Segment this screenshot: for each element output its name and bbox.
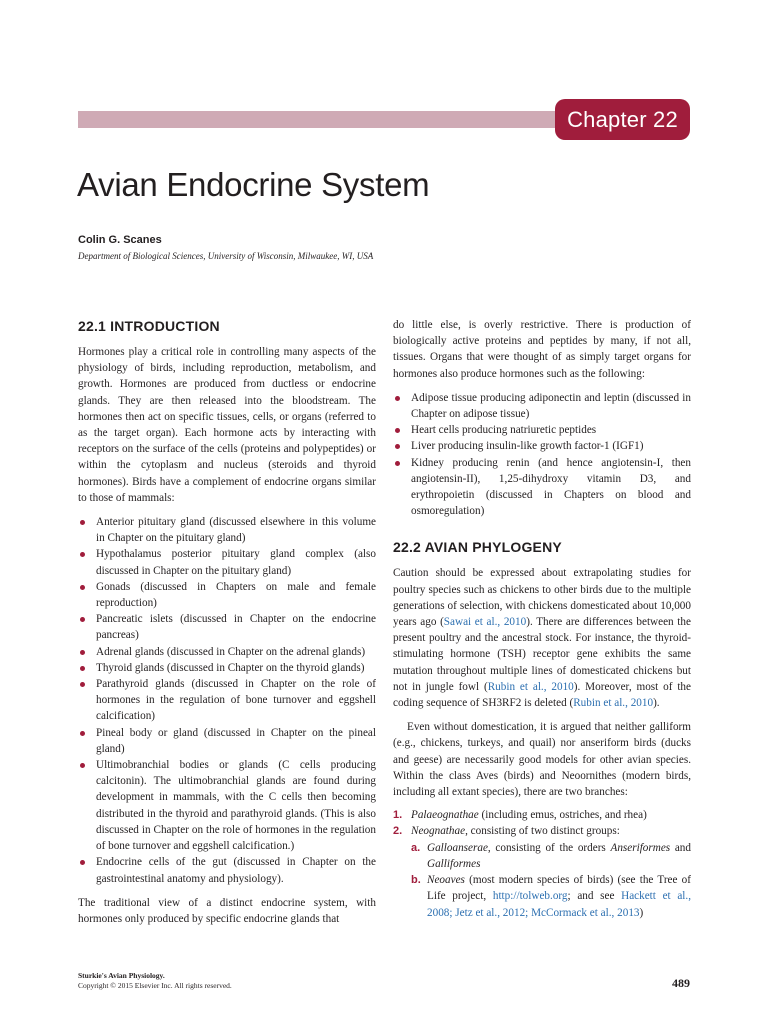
author-name: Colin G. Scanes [78, 234, 162, 246]
text-run: (most modern species of birds) (see the Tree of Life project, [427, 874, 691, 903]
citation-link[interactable]: Sawai et al., 2010 [443, 616, 527, 629]
page-number: 489 [672, 976, 690, 990]
intro-paragraph: Hormones play a critical role in controlling many aspects of the physiology of birds, including reproduction, metabolism, and growth. Hormones are produced from ductless or endocrine glands. They are then released into the bloodstream. The hormones then act on specific tissues, cells, or organs (referred to as the target organ). Each hormone acts by interacting with receptors on the surface of the cells (proteins and polypeptides) or within the cytoplasm and nucleus (steroids and thyroid hormones). Birds have a complement of endocrine organs similar to those of mammals: [78, 346, 376, 504]
text-run: ). Moreover, most of the coding sequence of SH3RF2 is deleted ( [393, 680, 691, 710]
list-item [78, 676, 376, 725]
author-affiliation: Department of Biological Sciences, University of Wisconsin, Milwaukee, WI, USA [78, 251, 374, 261]
bullet-icon [80, 763, 85, 768]
bullet-icon [395, 461, 400, 466]
chapter-label: Chapter 22 [555, 99, 690, 140]
citation-link[interactable]: Rubin et al., 2010 [573, 697, 654, 710]
text-run: Caution should be expressed about extrapolating studies for poultry species such as chickens to other birds due to the multiple generations of selection, with chickens domesticated about 10,000 years ago ( [393, 567, 691, 629]
bullet-icon [80, 617, 85, 622]
chapter-header-bar [78, 111, 558, 128]
taxon-name: Galliformes [427, 857, 481, 870]
list-item [78, 854, 376, 886]
list-item-text: Endocrine cells of the gut (discussed in Chapter on the gastrointestinal anatomy and physiology). [96, 856, 376, 885]
list-item [78, 644, 376, 660]
list-item-text: Parathyroid glands (discussed in Chapter on the role of hormones in the regulation of bone turnover and eggshell calcification) [96, 678, 376, 723]
taxon-name: Neoaves [427, 874, 465, 887]
bullet-icon [80, 682, 85, 687]
list-item-text: Liver producing insulin-like growth factor-1 (IGF1) [411, 440, 644, 453]
bullet-icon [80, 650, 85, 655]
list-item [78, 579, 376, 611]
tree-of-life-link[interactable]: http://tolweb.org [492, 890, 568, 903]
taxon-name: Galloanserae [427, 841, 488, 854]
bullet-icon [80, 860, 85, 865]
right-column [393, 317, 691, 921]
bullet-icon [80, 585, 85, 590]
section-heading-introduction: 22.1 INTRODUCTION [78, 318, 220, 334]
traditional-view-continued: do little else, is overly restrictive. There is production of biologically active proteins and peptides by many, if not all, tissues. Organs that were thought of as simply target organs for hormones also produce hormones such as the following: [393, 319, 691, 380]
citation-link[interactable]: Rubin et al., 2010 [487, 680, 574, 693]
avian-branches-list [393, 807, 691, 920]
hormone-producing-organs-list [393, 390, 691, 520]
list-item [78, 725, 376, 757]
list-number: 2. [393, 825, 403, 838]
text-run: , consisting of two distinct groups: [465, 825, 620, 838]
list-item [393, 390, 691, 422]
text-run: (including emus, ostriches, and rhea) [478, 809, 647, 822]
list-item-text: Pineal body or gland (discussed in Chapter on the pineal gland) [96, 726, 376, 755]
bullet-icon [80, 666, 85, 671]
list-item [78, 514, 376, 546]
list-letter: a. [411, 841, 421, 854]
bullet-icon [80, 552, 85, 557]
text-run: ). There are differences between the present poultry and the ancestral stock. For instance, the thyroid-stimulating hormone (TSH) receptor gene exhibits the same mutation throughout multiple lines of domesticated chickens but not in jungle fowl ( [393, 616, 691, 693]
list-letter: b. [411, 874, 421, 887]
list-item [393, 438, 691, 454]
left-column [78, 317, 376, 935]
taxon-name: Neognathae [411, 825, 466, 838]
branch-item [393, 823, 691, 920]
list-item-text: Gonads (discussed in Chapters on male and female reproduction) [96, 580, 376, 610]
page-title: Avian Endocrine System [77, 166, 430, 203]
taxon-name: Palaeognathae [411, 809, 479, 822]
bullet-icon [395, 396, 400, 401]
branch-item [393, 807, 691, 823]
domestication-paragraph: Even without domestication, it is argued that neither galliform (e.g., chickens, turkeys, and quail) nor anseriform birds (ducks and geese) are necessarily good models for other avian species. Within the class Aves (birds) and Neoornithes (modern birds, including all extant species), there are two branches: [393, 721, 691, 799]
list-item-text: Thyroid glands (discussed in Chapter on the thyroid glands) [96, 661, 365, 674]
book-title: Sturkie's Avian Physiology. [78, 971, 165, 980]
list-item-text: Adipose tissue producing adiponectin and leptin (discussed in Chapter on adipose tissue) [411, 391, 691, 421]
list-item [78, 546, 376, 578]
list-item-text: Kidney producing renin (and hence angiotensin-I, then angiotensin-II), 1,25-dihydroxy vitamin D3, and erythropoietin (discussed in Chapters on blood and osmoregulation) [411, 456, 691, 518]
list-item [393, 422, 691, 438]
bullet-icon [80, 520, 85, 525]
bullet-icon [395, 444, 400, 449]
list-number: 1. [393, 809, 403, 822]
text-run: ) [639, 906, 644, 919]
endocrine-organs-list [78, 514, 376, 887]
bullet-icon [80, 731, 85, 736]
list-item-text: Hypothalamus posterior pituitary gland complex (also discussed in Chapter on the pituitary gland) [96, 548, 376, 577]
list-item-text: Pancreatic islets (discussed in Chapter on the endocrine pancreas) [96, 613, 376, 642]
sub-branch-item [411, 840, 691, 872]
citation-link[interactable]: Hackett et al., 2008; Jetz et al., 2012; McCormack et al., 2013 [427, 890, 691, 919]
text-run: ; and see [567, 890, 622, 903]
sub-branch-item [411, 872, 691, 921]
list-item [78, 660, 376, 676]
list-item-text: Anterior pituitary gland (discussed elsewhere in this volume in Chapter on the pituitary gland) [96, 516, 376, 545]
footer [78, 971, 232, 991]
list-item [78, 757, 376, 854]
list-item-text: Heart cells producing natriuretic peptides [411, 424, 597, 437]
text-run: and [670, 841, 691, 854]
list-item-text: Ultimobranchial bodies or glands (C cells producing calcitonin). The ultimobranchial glands are found during development in mammals, with the C cells then becoming distributed in the thyroid and parathyroid glands. (This is also discussed in Chapter on the role of hormones in the regulation of bone turnover and eggshell calcification.) [96, 759, 376, 853]
list-item-text: Adrenal glands (discussed in Chapter on the adrenal glands) [96, 645, 366, 658]
list-item [78, 611, 376, 643]
traditional-view-paragraph: The traditional view of a distinct endocrine system, with hormones only produced by specific endocrine glands that [78, 896, 376, 925]
list-item [393, 455, 691, 520]
copyright-notice: Copyright © 2015 Elsevier Inc. All rights reserved. [78, 981, 232, 990]
section-heading-phylogeny: 22.2 AVIAN PHYLOGENY [393, 539, 562, 556]
bullet-icon [395, 428, 400, 433]
taxon-name: Anseriformes [610, 841, 671, 854]
phylogeny-paragraph [393, 565, 691, 711]
text-run: ). [653, 697, 660, 710]
neognathae-groups-list [411, 840, 691, 921]
text-run: , consisting of the orders [487, 841, 611, 854]
